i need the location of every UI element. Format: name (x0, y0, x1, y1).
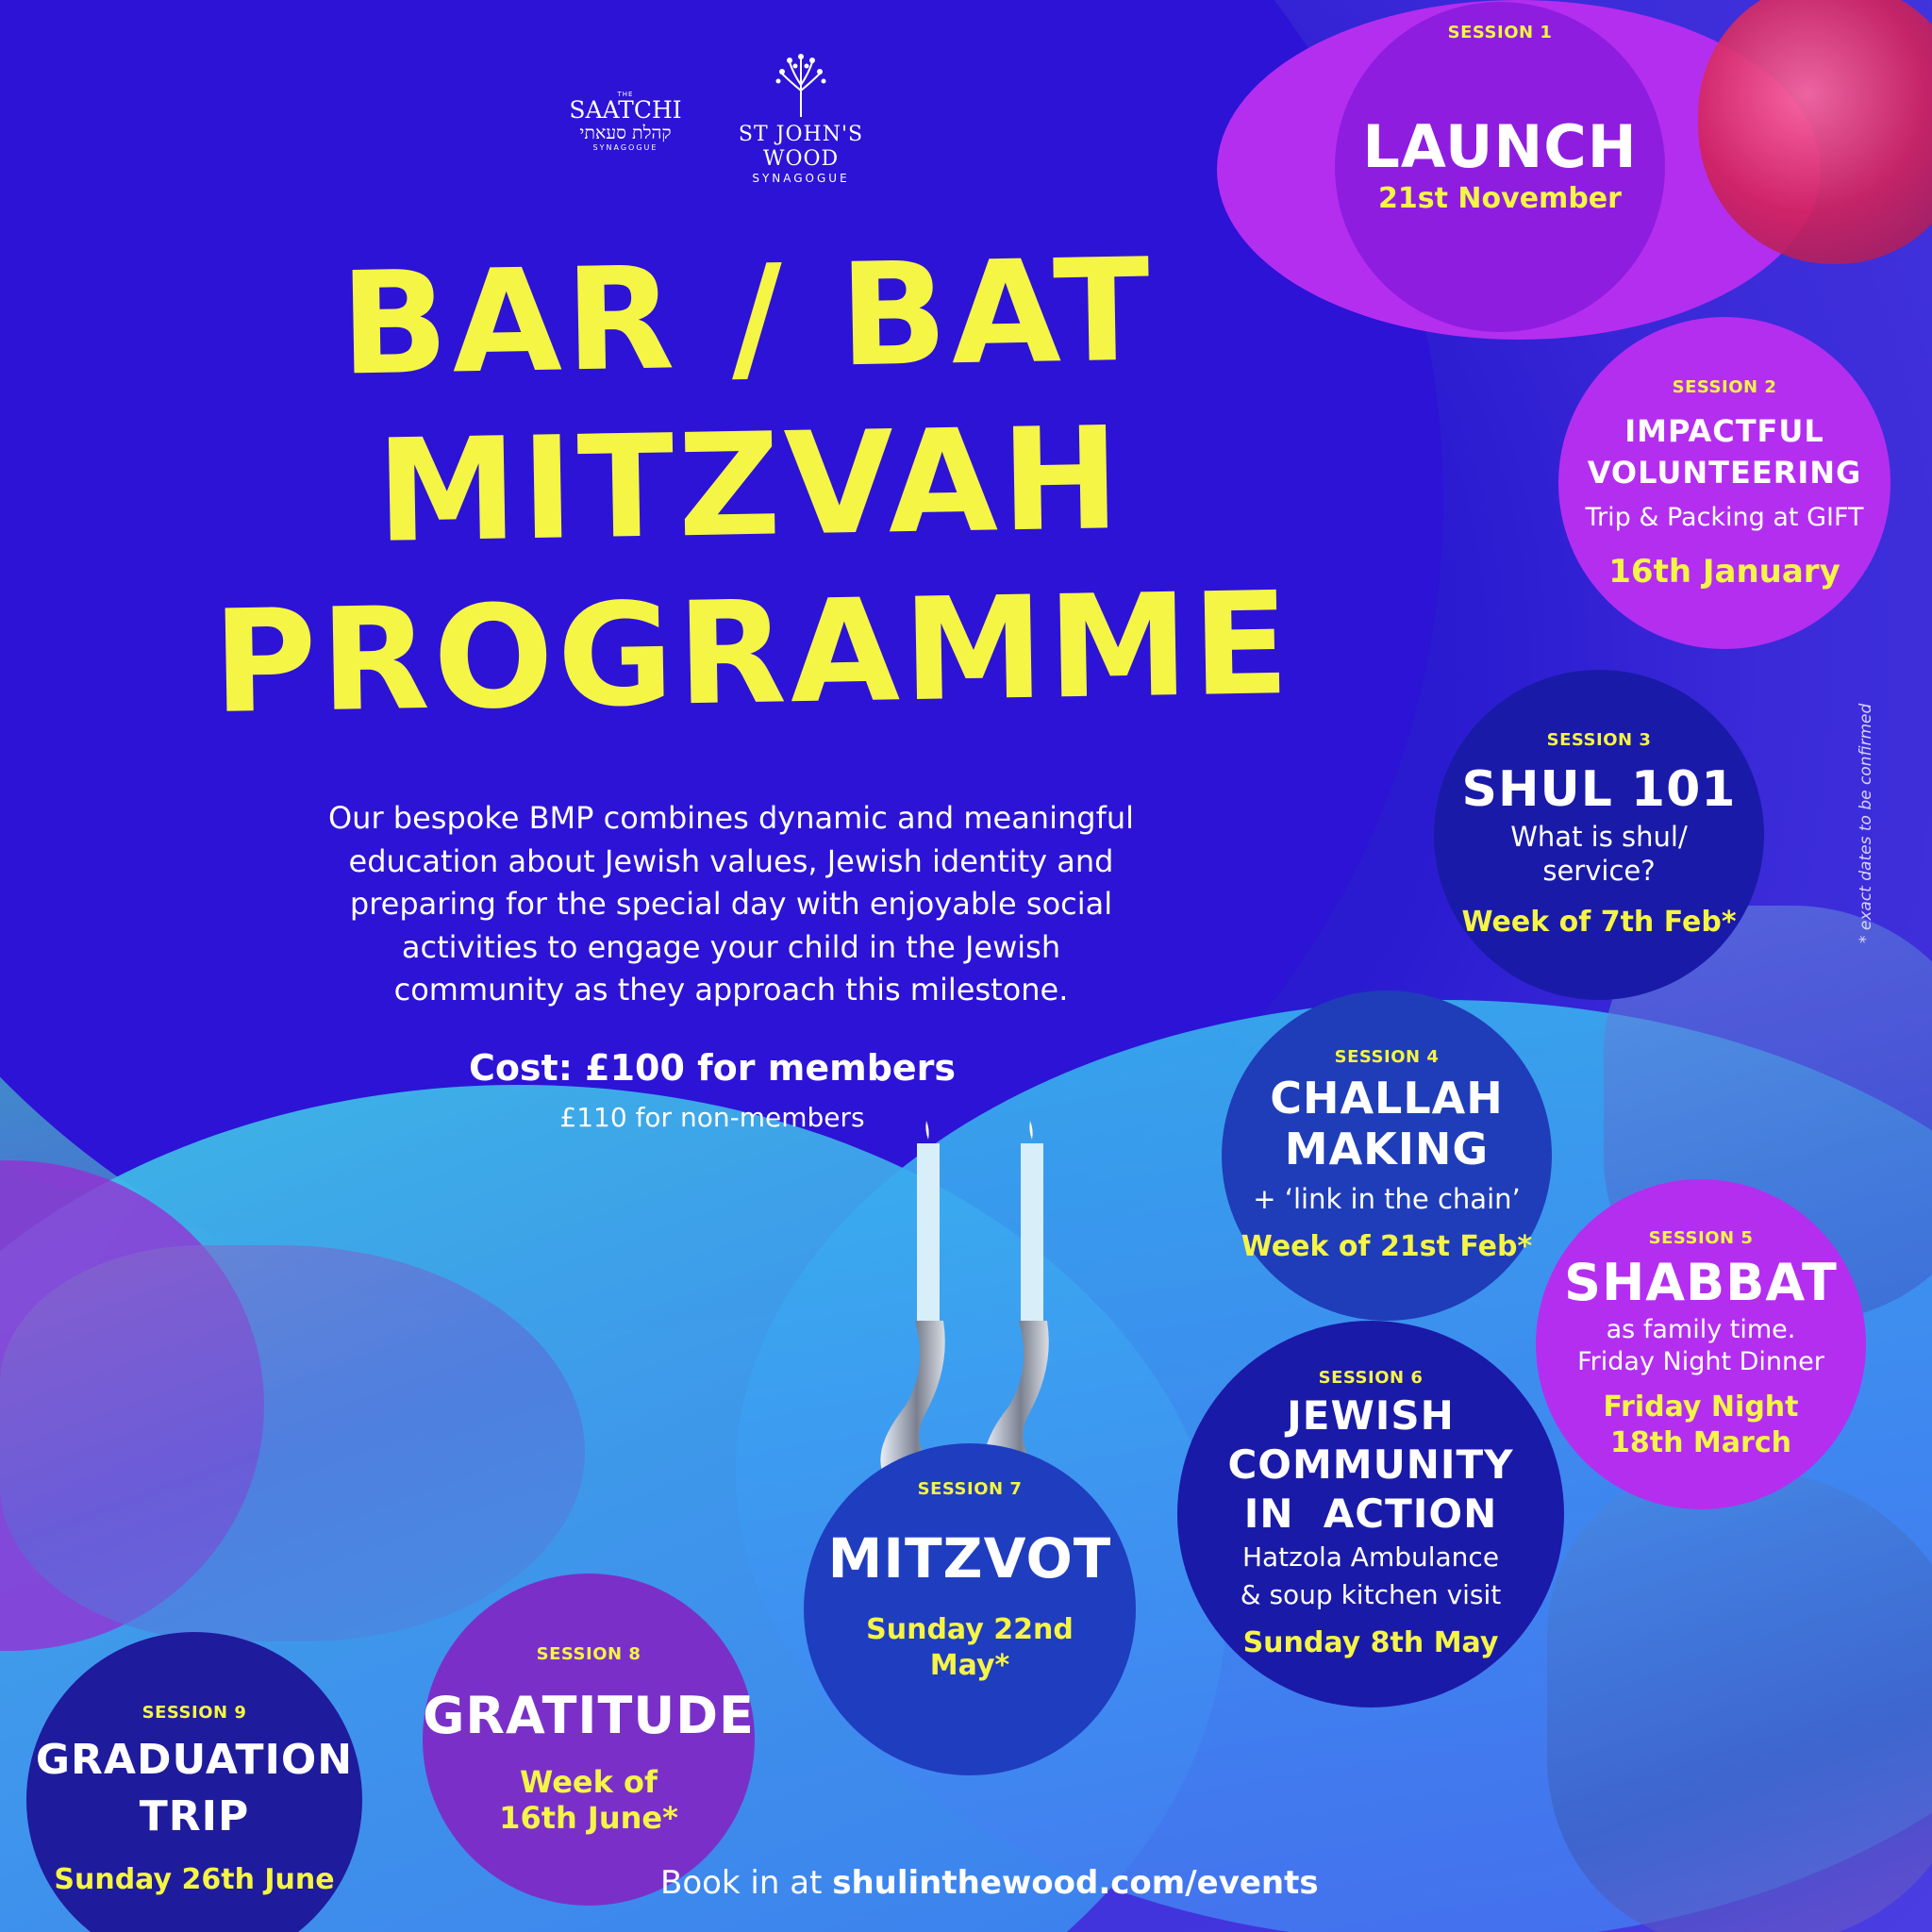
cost-non-members: £110 for non-members (559, 1102, 865, 1133)
booking-prefix: Book in at (660, 1864, 823, 1902)
session-1-date: 21st November (1378, 181, 1622, 215)
dates-tbc-text: * exact dates to be confirmed (1857, 703, 1875, 943)
session-8-date-line-2: 16th June* (499, 1799, 678, 1836)
session-3-date: Week of 7th Feb* (1461, 905, 1737, 939)
session-8-title: GRATITUDE (423, 1685, 755, 1745)
sjw-synagogue: SYNAGOGUE (752, 172, 850, 185)
session-9-date: Sunday 26th June (54, 1862, 335, 1896)
session-4-challah (1222, 991, 1552, 1321)
session-4-label: SESSION 4 (1334, 1046, 1440, 1067)
title-line-2: MITZVAH (375, 397, 1125, 575)
session-6-label: SESSION 6 (1318, 1367, 1424, 1388)
session-4-subtitle: + ‘link in the chain’ (1253, 1182, 1521, 1215)
session-2-label: SESSION 2 (1672, 376, 1777, 397)
session-6-title-line-3: IN ACTION (1243, 1490, 1498, 1537)
photo-boy-writing (1547, 1472, 1932, 1932)
session-5-label: SESSION 5 (1648, 1227, 1754, 1248)
session-6-title-line-1: JEWISH (1287, 1391, 1455, 1439)
session-5-date-line-1: Friday Night (1603, 1390, 1799, 1424)
session-6-subtitle-line-2: & soup kitchen visit (1240, 1578, 1502, 1610)
session-6-date: Sunday 8th May (1242, 1625, 1499, 1659)
session-2-subtitle: Trip & Packing at GIFT (1585, 502, 1864, 532)
session-6-title-line-2: COMMUNITY (1227, 1441, 1514, 1488)
session-2-title-line-2: VOLUNTEERING (1587, 454, 1862, 491)
session-8-label: SESSION 8 (536, 1643, 641, 1664)
session-5-date-line-2: 18th March (1610, 1425, 1791, 1459)
programme-title (203, 225, 1296, 747)
session-7-mitzvot (804, 1443, 1136, 1775)
session-9-title-line-2: TRIP (139, 1791, 250, 1840)
saatchi-synagogue: SYNAGOGUE (592, 143, 658, 152)
session-9-title-line-1: GRADUATION (35, 1735, 354, 1784)
sjw-logo (702, 53, 900, 185)
session-4-title-line-2: MAKING (1284, 1123, 1490, 1174)
title-line-3: PROGRAMME (211, 561, 1294, 745)
description-line-3: preparing for the special day with enjoyable social (349, 886, 1113, 922)
session-5-subtitle-line-1: as family time. (1606, 1314, 1796, 1344)
candlesticks-illustration (849, 1113, 1094, 1491)
session-6-community (1177, 1321, 1564, 1707)
saatchi-hebrew: קהלת סעאתי (579, 123, 672, 143)
description-line-5: community as they approach this milestone. (393, 972, 1069, 1008)
session-3-title: SHUL 101 (1461, 760, 1737, 818)
tree-logo-icon (773, 53, 829, 119)
saatchi-the: THE (617, 91, 634, 98)
session-2-volunteering (1558, 317, 1890, 649)
session-5-shabbat (1536, 1179, 1866, 1509)
session-9-label: SESSION 9 (142, 1702, 247, 1723)
dates-tbc-note (1847, 641, 1875, 943)
description-line-1: Our bespoke BMP combines dynamic and meaningful (327, 800, 1134, 836)
session-7-title: MITZVOT (827, 1526, 1112, 1591)
session-6-subtitle-line-1: Hatzola Ambulance (1241, 1541, 1500, 1573)
session-1-title: LAUNCH (1362, 111, 1638, 181)
session-2-date: 16th January (1608, 552, 1840, 591)
saatchi-name: SAATCHI (569, 96, 682, 124)
session-5-title: SHABBAT (1564, 1252, 1838, 1312)
saatchi-logo (564, 91, 687, 152)
sjw-name: ST JOHN'S WOOD (738, 123, 864, 171)
programme-description (283, 797, 1179, 1012)
session-7-label: SESSION 7 (917, 1479, 1023, 1499)
booking-footer (660, 1864, 1415, 1902)
session-5-subtitle-line-2: Friday Night Dinner (1577, 1346, 1824, 1376)
session-7-date: Sunday 22nd May* (866, 1613, 1074, 1682)
session-3-shul-101 (1434, 670, 1764, 1000)
session-8-date-line-1: Week of (520, 1763, 658, 1800)
session-1-launch (1335, 2, 1665, 332)
description-line-2: education about Jewish values, Jewish identity and (348, 842, 1114, 879)
session-8-gratitude (423, 1574, 755, 1906)
title-line-1: BAR / BAT (339, 228, 1156, 408)
session-4-title-line-1: CHALLAH (1270, 1072, 1504, 1124)
logos (564, 53, 904, 185)
session-2-title-line-1: IMPACTFUL (1624, 412, 1824, 449)
session-3-label: SESSION 3 (1546, 729, 1652, 750)
booking-url[interactable]: shulinthewood.com/events (832, 1864, 1319, 1902)
description-line-4: activities to engage your child in the Jewish (401, 928, 1061, 965)
cost-members: Cost: £100 for members (468, 1047, 957, 1089)
session-3-subtitle: What is shul/ service? (1510, 820, 1688, 887)
session-1-label: SESSION 1 (1447, 23, 1553, 42)
session-4-date: Week of 21st Feb* (1241, 1229, 1533, 1263)
